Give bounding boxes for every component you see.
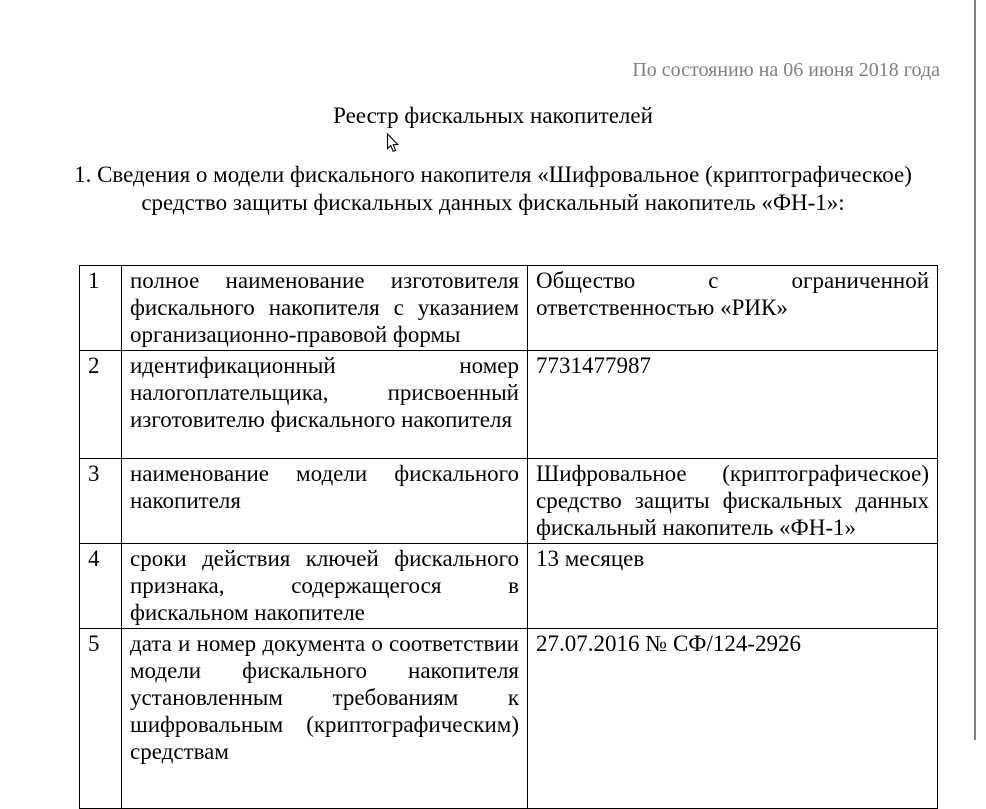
row-label: полное наименование изготовителя фискального накопителя с указанием организационно-правовой формы bbox=[122, 266, 528, 351]
intro-paragraph: 1. Сведения о модели фискального накопителя «Шифровальное (криптографическое) средство защиты фискальных данных фискальный накопитель «ФН-1»: bbox=[74, 162, 912, 215]
row-label: наименование модели фискального накопителя bbox=[122, 459, 528, 544]
table-row bbox=[80, 459, 938, 544]
window-edge-line bbox=[974, 0, 976, 740]
row-label: сроки действия ключей фискального признака, содержащегося в фискальном накопителе bbox=[122, 544, 528, 629]
row-label: дата и номер документа о соответствии модели фискального накопителя установленным требованиям к шифровальным (криптографическим) средствам bbox=[122, 629, 528, 809]
as-of-date-label: По состоянию на 06 июня 2018 года bbox=[632, 59, 940, 81]
row-value: Шифровальное (криптографическое) средство защиты фискальных данных фискальный накопитель «ФН-1» bbox=[528, 459, 938, 544]
row-label: идентификационный номер налогоплательщика, присвоенный изготовителю фискального накопителя bbox=[122, 351, 528, 459]
row-number: 5 bbox=[80, 629, 122, 809]
table-row bbox=[80, 351, 938, 459]
row-value: Общество с ограниченной ответственностью «РИК» bbox=[528, 266, 938, 351]
mouse-cursor-icon bbox=[386, 133, 400, 153]
row-number: 3 bbox=[80, 459, 122, 544]
table-row bbox=[80, 629, 938, 809]
table-row bbox=[80, 544, 938, 629]
row-value: 7731477987 bbox=[528, 351, 938, 459]
row-value: 27.07.2016 № СФ/124-2926 bbox=[528, 629, 938, 809]
row-number: 2 bbox=[80, 351, 122, 459]
page-title: Реестр фискальных накопителей bbox=[333, 103, 653, 128]
row-value: 13 месяцев bbox=[528, 544, 938, 629]
table-row bbox=[80, 266, 938, 351]
row-number: 4 bbox=[80, 544, 122, 629]
row-number: 1 bbox=[80, 266, 122, 351]
fiscal-drive-registry-table bbox=[79, 265, 938, 809]
